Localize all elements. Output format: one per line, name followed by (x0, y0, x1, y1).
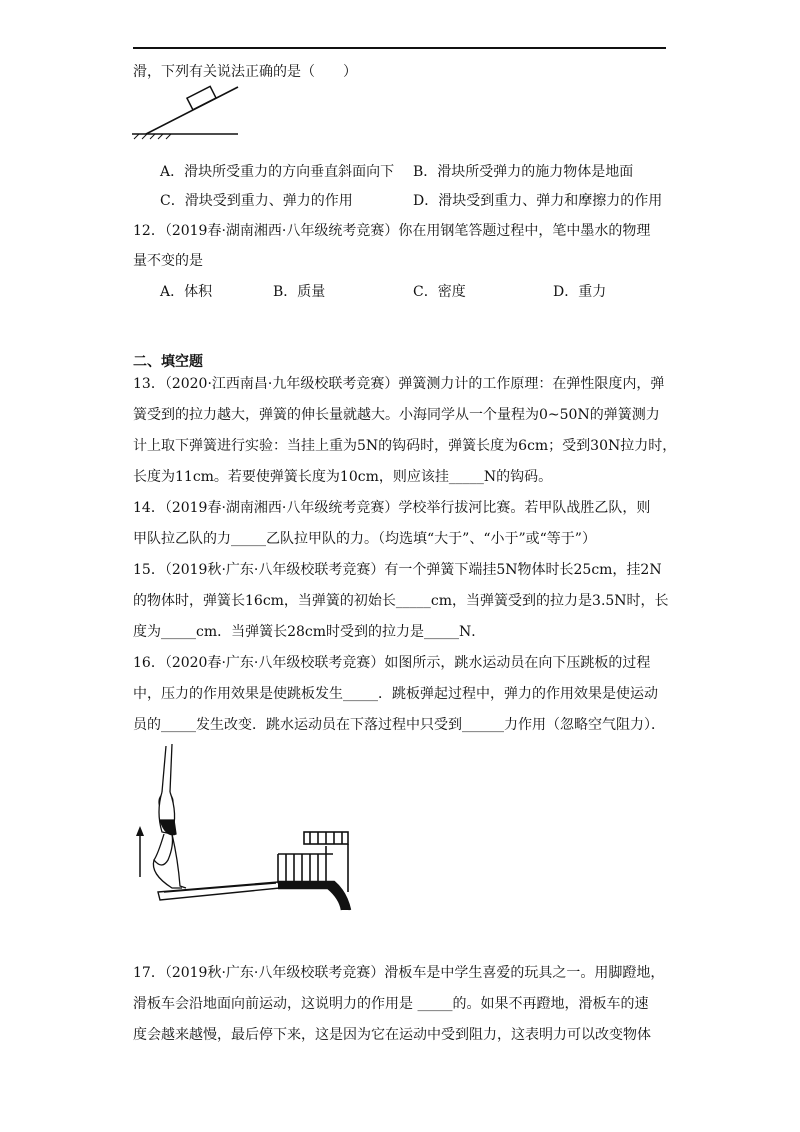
q15-line-1: 15．（2019秋·广东·八年级校联考竞赛）有一个弹簧下端挂5N物体时长25cm，挂2N (133, 562, 662, 578)
q13-line-2: 簧受到的拉力越大，弹簧的伸长量就越大。小海同学从一个量程为0~50N的弹簧测力 (133, 407, 660, 423)
q15-line-3: 度为_____cm．当弹簧长28cm时受到的拉力是_____N． (133, 624, 486, 640)
q14-line-1: 14．（2019春·湖南湘西·八年级统考竞赛）学校举行拔河比赛。若甲队战胜乙队，则 (133, 500, 651, 516)
q13-line-3: 计上取下弹簧进行实验：当挂上重为5N的钩码时，弹簧长度为6cm；受到30N拉力时， (133, 438, 677, 454)
q13-line-1: 13．（2020·江西南昌·九年级校联考竞赛）弹簧测力计的工作原理：在弹性限度内，弹 (133, 376, 665, 392)
q11-option-c: C．滑块受到重力、弹力的作用 (160, 193, 353, 209)
q15-line-2: 的物体时，弹簧长16cm，当弹簧的初始长_____cm，当弹簧受到的拉力是3.5N时，长 (133, 593, 669, 609)
diver-figure (153, 744, 186, 888)
top-rule (133, 47, 666, 49)
q12-option-d: D．重力 (553, 284, 607, 300)
q12-option-b: B．质量 (273, 284, 326, 300)
q11-option-a: A．滑块所受重力的方向垂直斜面向下 (160, 164, 395, 180)
q12-line-2: 量不变的是 (133, 253, 203, 269)
q17-line-2: 滑板车会沿地面向前运动，这说明力的作用是 _____的。如果不再蹬地，滑板车的速 (133, 996, 649, 1012)
q12-option-c: C．密度 (413, 284, 466, 300)
q11-option-d: D．滑块受到重力、弹力和摩擦力的作用 (413, 193, 663, 209)
q16-line-3: 员的_____发生改变．跳水运动员在下落过程中只受到______力作用（忽略空气阻力）． (133, 717, 665, 733)
q16-line-1: 16．（2020春·广东·八年级校联考竞赛）如图所示，跳水运动员在向下压跳板的过程 (133, 655, 651, 671)
q11-stem: 滑，下列有关说法正确的是（ ） (133, 64, 357, 80)
section-heading-fill-in: 二、填空题 (133, 354, 203, 370)
q11-option-b: B．滑块所受弹力的施力物体是地面 (413, 164, 634, 180)
q16-line-2: 中，压力的作用效果是使跳板发生_____．跳板弹起过程中，弹力的作用效果是使运动 (133, 686, 658, 702)
q17-line-1: 17．（2019秋·广东·八年级校联考竞赛）滑板车是中学生喜爱的玩具之一。用脚蹬地， (133, 965, 665, 981)
q12-line-1: 12．（2019春·湖南湘西·八年级统考竞赛）你在用钢笔答题过程中，笔中墨水的物理 (133, 223, 651, 239)
diving-board (158, 882, 280, 900)
q14-line-2: 甲队拉乙队的力_____乙队拉甲队的力。（均选填“大于”、“小于”或“等于”） (133, 531, 596, 547)
incline-figure (128, 84, 243, 140)
up-arrow-icon (136, 826, 144, 877)
q13-line-4: 长度为11cm。若要使弹簧长度为10cm，则应该挂_____N的钩码。 (133, 469, 553, 485)
q17-line-3: 度会越来越慢，最后停下来，这是因为它在运动中受到阻力，这表明力可以改变物体 (133, 1027, 651, 1043)
q12-option-a: A．体积 (160, 284, 213, 300)
diving-board-figure (128, 742, 358, 912)
